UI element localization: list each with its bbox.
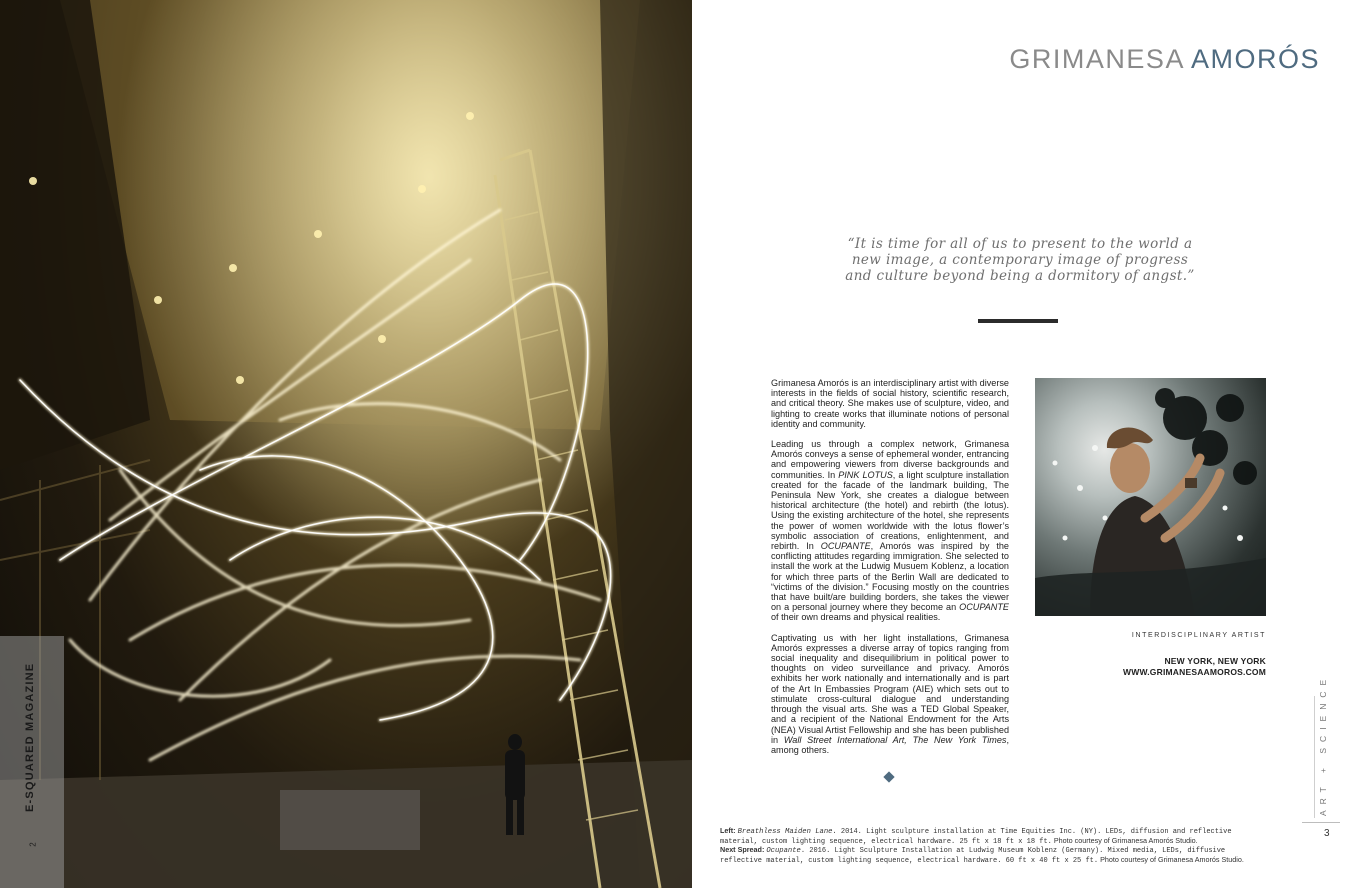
- article-body: [771, 378, 1009, 765]
- caption-next-details: . 2016. Light Sculpture Installation at Ludwig Museum Koblenz (Germany). Mixed media, LEDs, diffusive reflective material, custom lighting sequence, electrical hardware. 60 ft x 40 ft x 25 ft.: [720, 847, 1226, 865]
- body-text-run: of their own dreams and physical realities.: [771, 612, 941, 623]
- photo-caption: [720, 827, 1250, 865]
- section-label: ART + SCIENCE: [1318, 673, 1328, 816]
- article-title: [1009, 44, 1320, 75]
- body-italic-text: OCUPANTE: [959, 602, 1009, 613]
- artist-portrait: [1035, 378, 1266, 616]
- caption-next-title: Ocupante: [766, 847, 801, 856]
- body-text-run: , a light sculpture installation created for the facade of the landmark building, The Peninsula New York, she creates a dialogue between historical architecture (the hotel) and rebirth (the lotus). Using the existing architecture of the hotel, she represents the power of women worldwide with the lotus flower’s symbolic association of creations, enlightenment, and rebirth. In: [771, 469, 1009, 552]
- body-italic-text: Wall Street International Art, The New York Times: [783, 734, 1007, 745]
- body-paragraph: [771, 633, 1009, 755]
- artist-location: NEW YORK, NEW YORK: [1164, 656, 1266, 666]
- body-italic-text: PINK LOTUS: [838, 469, 893, 480]
- caption-left: [720, 827, 1250, 846]
- body-italic-text: OCUPANTE: [820, 541, 871, 552]
- body-paragraph: [771, 439, 1009, 623]
- body-paragraph: [771, 378, 1009, 429]
- left-page-number: 2: [28, 842, 38, 847]
- caption-left-title: Breathless Maiden Lane: [737, 828, 833, 836]
- title-last-name: AMORÓS: [1190, 44, 1320, 74]
- body-text-run: , among others.: [771, 734, 1009, 755]
- section-divider-line: [1314, 696, 1315, 818]
- page-number-rule: [1302, 822, 1340, 823]
- caption-left-details: . 2014. Light sculpture installation at Time Equities Inc. (NY). LEDs, diffusion and reflective material, custom lighting sequence, electrical hardware. 25 ft x 18 ft x 18 ft.: [720, 828, 1232, 846]
- portrait-illustration: [1035, 378, 1266, 616]
- caption-next: [720, 846, 1250, 865]
- caption-left-credit: Photo courtesy of Grimanesa Amorós Studio.: [1053, 835, 1198, 845]
- artist-role: INTERDISCIPLINARY ARTIST: [1131, 632, 1266, 639]
- caption-next-credit: Photo courtesy of Grimanesa Amorós Studio.: [1100, 854, 1244, 864]
- body-text-run: Captivating us with her light installations, Grimanesa Amorós expresses a diverse array of topics ranging from social inequality and disequilibrium in political power to thoughts on video surveillance and privacy. Amorós exhibits her work nationally and internationally and is part of the Art In Embassies Program (AIE) which sets out to stimulate cross-cultural dialogue and understanding through the visual arts. She was a TED Global Speaker, and a recipient of the National Endowment for the Arts (NEA) Visual Artist Fellowship and she has been published in: [771, 632, 1009, 745]
- pull-quote: “It is time for all of us to present to the world a new image, a contemporary image of progress and culture beyond being a dormitory of angst.”: [845, 236, 1195, 284]
- body-text-run: Leading us through a complex network, Grimanesa Amorós conveys a sense of ephemeral wonder, entrancing and empowering viewers from diverse backgrounds and communities. In: [771, 439, 1009, 480]
- divider-bar: [978, 319, 1058, 323]
- right-page-number: 3: [1324, 828, 1330, 839]
- body-text-run: Grimanesa Amorós is an interdisciplinary artist with diverse interests in the fields of social history, scientific research, and critical theory. She makes use of sculpture, video, and lighting to create works that illuminate notions of personal identity and community.: [771, 378, 1009, 429]
- caption-next-label: Next Spread:: [720, 845, 765, 855]
- magazine-name: E-SQUARED MAGAZINE: [24, 662, 36, 812]
- caption-left-label: Left:: [720, 826, 736, 835]
- artist-website-link[interactable]: WWW.GRIMANESAAMOROS.COM: [1123, 667, 1266, 677]
- diamond-ornament-icon: [883, 771, 894, 782]
- body-text-run: , Amorós was inspired by the conflicting attitudes regarding immigration. She selected to install the work at the Ludwig Musuem Koblenz, a location for which three parts of the Berlin Wall are dedicated to “victims of the division.” Focusing mostly on the countries that have built/are building borders, she takes the viewer on a personal journey where they become an: [771, 541, 1009, 613]
- title-first-name: GRIMANESA: [1009, 44, 1184, 74]
